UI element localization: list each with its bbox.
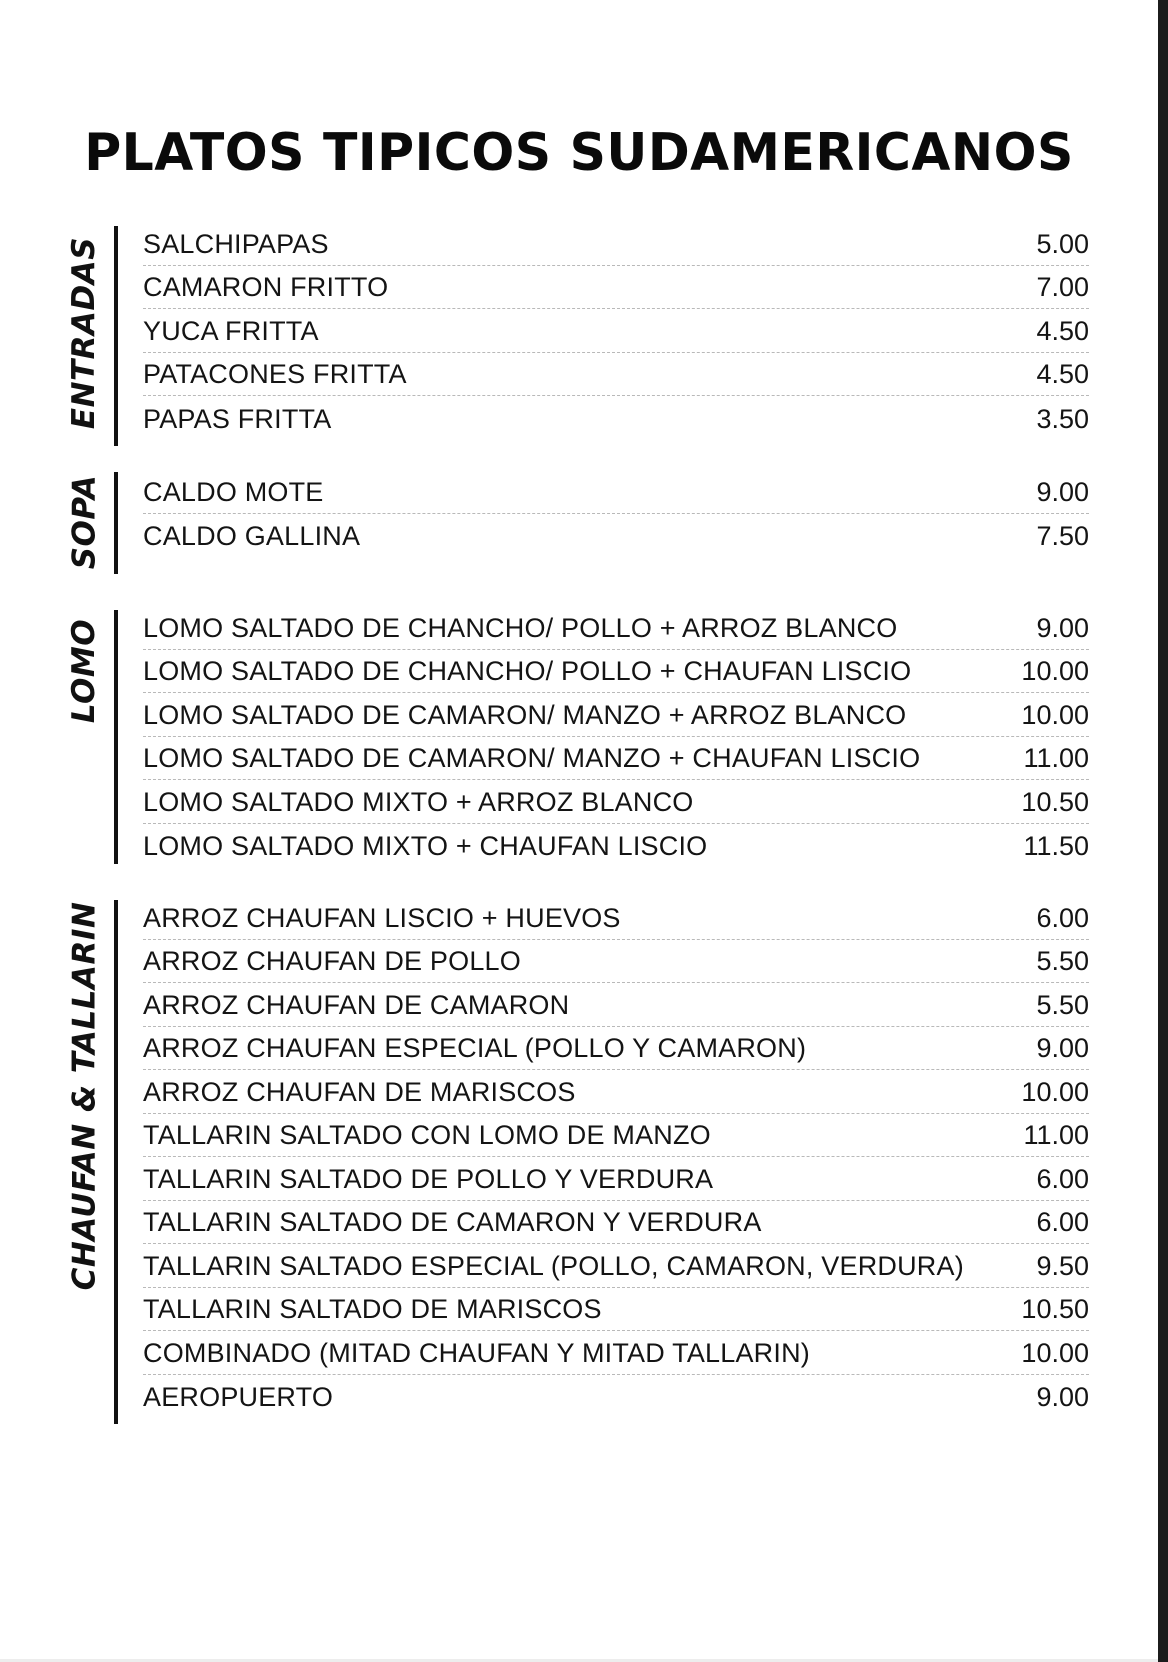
menu-item (143, 353, 1089, 397)
item-price: 10.00 (1021, 699, 1089, 730)
menu-item (143, 1027, 1089, 1071)
item-name: ARROZ CHAUFAN DE CAMARON (143, 989, 570, 1020)
item-name: LOMO SALTADO DE CHANCHO/ POLLO + ARROZ BLANCO (143, 612, 898, 643)
menu-item (143, 1375, 1089, 1419)
menu-item (143, 824, 1089, 868)
menu-item (143, 737, 1089, 781)
menu-item (143, 983, 1089, 1027)
item-price: 10.00 (1021, 1337, 1089, 1368)
menu-item (143, 1244, 1089, 1288)
item-name: LOMO SALTADO DE CHANCHO/ POLLO + CHAUFAN LISCIO (143, 656, 912, 686)
item-name: CAMARON FRITTO (143, 272, 389, 302)
item-price: 11.00 (1023, 743, 1089, 773)
item-price: 10.00 (1021, 1076, 1089, 1107)
menu-item (143, 266, 1089, 310)
item-price: 9.00 (1036, 1033, 1089, 1063)
item-price: 3.50 (1036, 403, 1089, 434)
item-list (143, 606, 1089, 867)
menu-item (143, 1157, 1089, 1201)
item-price: 10.50 (1021, 786, 1089, 817)
section-divider-bar (114, 472, 118, 574)
section-label: CHAUFAN & TALLARIN (66, 901, 102, 1291)
item-name: AEROPUERTO (143, 1382, 334, 1412)
item-price: 9.00 (1036, 612, 1089, 643)
menu-item (143, 1288, 1089, 1332)
item-name: ARROZ CHAUFAN LISCIO + HUEVOS (143, 902, 621, 933)
item-price: 6.00 (1036, 1207, 1089, 1237)
section-divider-bar (114, 226, 118, 446)
item-price: 5.00 (1036, 228, 1089, 259)
item-name: CALDO MOTE (143, 476, 324, 507)
item-name: TALLARIN SALTADO DE CAMARON Y VERDURA (143, 1207, 762, 1237)
item-name: ARROZ CHAUFAN DE MARISCOS (143, 1076, 576, 1107)
item-price: 11.50 (1023, 831, 1089, 861)
section-label: SOPA (66, 474, 103, 570)
menu-item (143, 309, 1089, 353)
item-name: COMBINADO (MITAD CHAUFAN Y MITAD TALLARIN) (143, 1337, 810, 1368)
item-price: 4.50 (1036, 315, 1089, 346)
item-name: CALDO GALLINA (143, 521, 361, 551)
item-price: 7.50 (1036, 521, 1089, 551)
menu-item (143, 1070, 1089, 1114)
menu-item (143, 396, 1089, 440)
menu-item (143, 606, 1089, 650)
section-divider-bar (114, 900, 118, 1424)
item-price: 6.00 (1036, 902, 1089, 933)
item-price: 6.00 (1036, 1163, 1089, 1194)
menu-item (143, 470, 1089, 514)
item-price: 9.50 (1036, 1250, 1089, 1281)
menu-item (143, 940, 1089, 984)
menu-item (143, 222, 1089, 266)
item-list (143, 470, 1089, 557)
section-divider-bar (114, 610, 118, 864)
item-name: TALLARIN SALTADO DE POLLO Y VERDURA (143, 1163, 714, 1194)
menu-title: PLATOS TIPICOS SUDAMERICANOS (84, 122, 1074, 183)
item-name: PATACONES FRITTA (143, 359, 407, 389)
item-price: 5.50 (1036, 989, 1089, 1020)
section-label: ENTRADAS (66, 236, 102, 430)
item-name: TALLARIN SALTADO ESPECIAL (POLLO, CAMARON, VERDURA) (143, 1250, 964, 1281)
item-name: LOMO SALTADO DE CAMARON/ MANZO + ARROZ BLANCO (143, 699, 907, 730)
item-name: LOMO SALTADO DE CAMARON/ MANZO + CHAUFAN LISCIO (143, 743, 921, 773)
menu-item (143, 780, 1089, 824)
menu-item (143, 896, 1089, 940)
menu-item (143, 693, 1089, 737)
item-name: SALCHIPAPAS (143, 228, 329, 259)
item-list (143, 896, 1089, 1418)
item-price: 11.00 (1023, 1120, 1089, 1150)
menu-item (143, 650, 1089, 694)
menu-item (143, 1201, 1089, 1245)
item-name: LOMO SALTADO MIXTO + CHAUFAN LISCIO (143, 831, 708, 861)
item-list (143, 222, 1089, 440)
item-price: 10.50 (1021, 1294, 1089, 1324)
item-name: TALLARIN SALTADO CON LOMO DE MANZO (143, 1120, 711, 1150)
item-name: LOMO SALTADO MIXTO + ARROZ BLANCO (143, 786, 694, 817)
item-price: 9.00 (1036, 1382, 1089, 1412)
menu-item (143, 514, 1089, 558)
menu-item (143, 1114, 1089, 1158)
item-price: 5.50 (1036, 946, 1089, 976)
section-label: LOMO (66, 618, 103, 724)
item-price: 10.00 (1021, 656, 1089, 686)
item-price: 7.00 (1036, 272, 1089, 302)
item-name: YUCA FRITTA (143, 315, 319, 346)
item-name: ARROZ CHAUFAN ESPECIAL (POLLO Y CAMARON) (143, 1033, 807, 1063)
item-price: 9.00 (1036, 476, 1089, 507)
item-name: PAPAS FRITTA (143, 403, 332, 434)
item-name: ARROZ CHAUFAN DE POLLO (143, 946, 521, 976)
item-price: 4.50 (1036, 359, 1089, 389)
menu-item (143, 1331, 1089, 1375)
item-name: TALLARIN SALTADO DE MARISCOS (143, 1294, 602, 1324)
page-edge-shadow (1158, 0, 1168, 1662)
